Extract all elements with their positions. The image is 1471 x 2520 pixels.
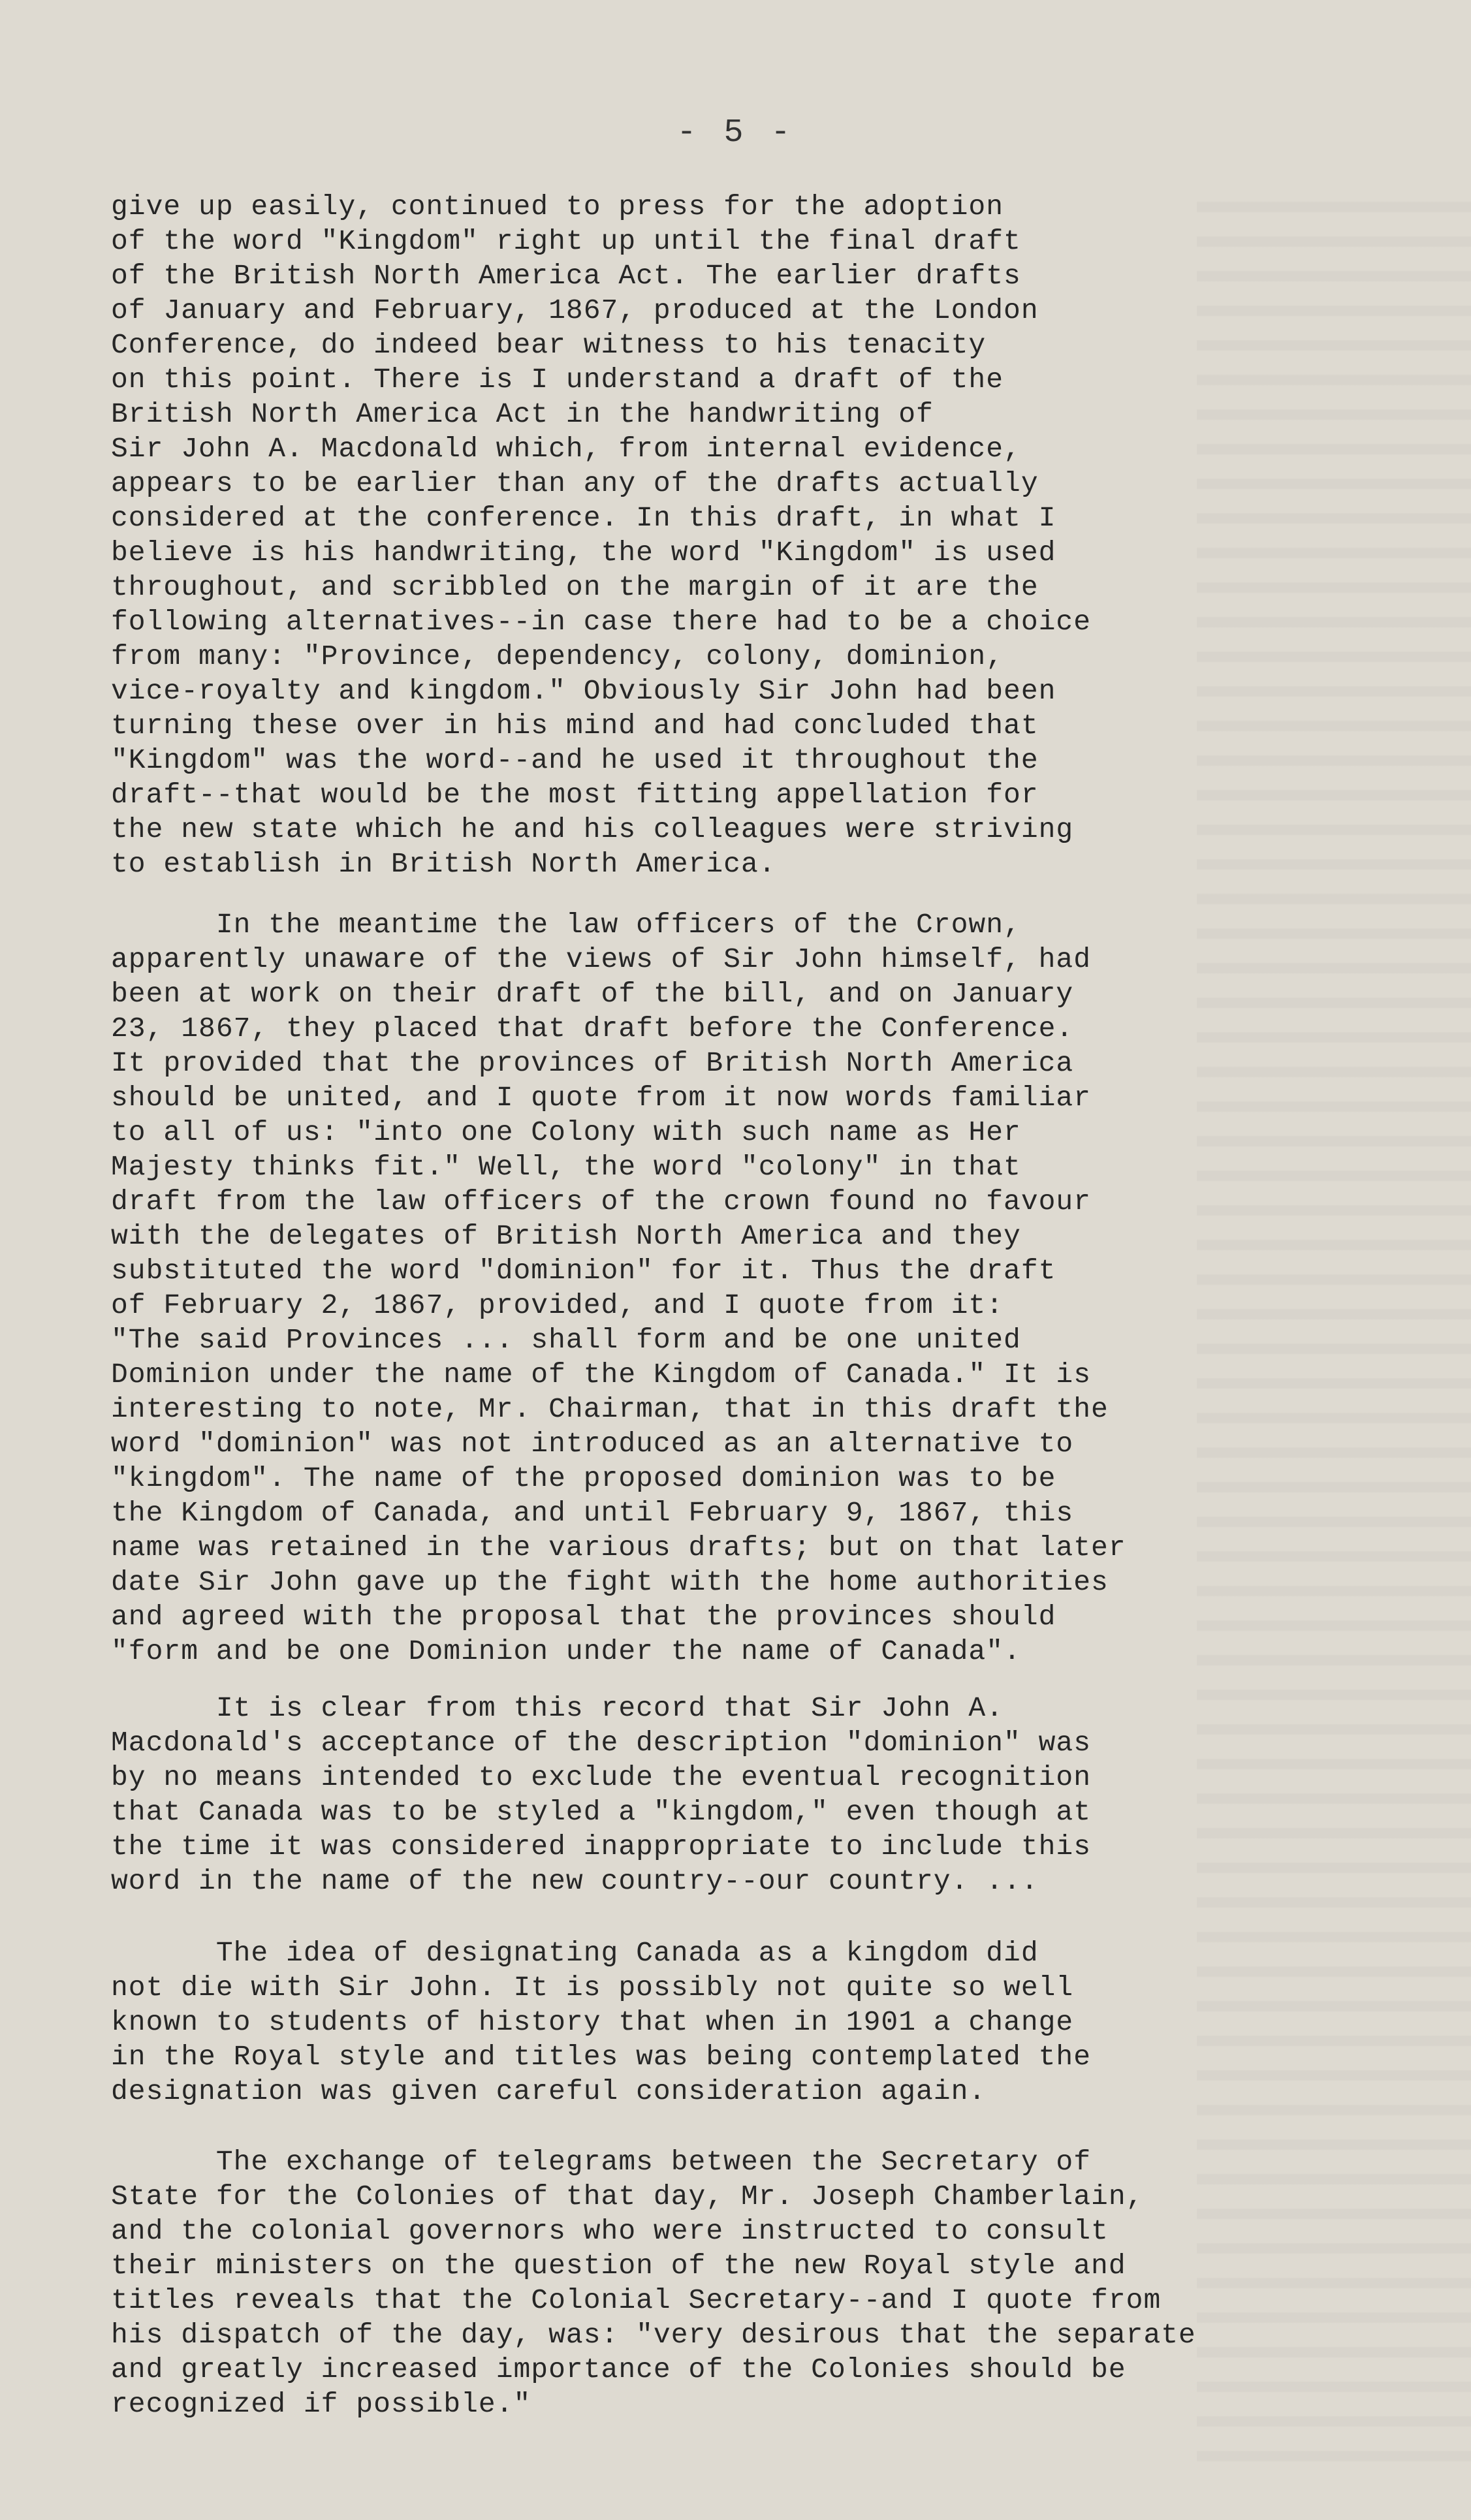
text-line: State for the Colonies of that day, Mr. Joseph Chamberlain, [111, 2181, 1144, 2213]
text-line: and the colonial governors who were instructed to consult [111, 2215, 1109, 2247]
text-line: It provided that the provinces of British North America [111, 1047, 1074, 1079]
text-line: of January and February, 1867, produced at the London [111, 294, 1039, 326]
text-line: his dispatch of the day, was: "very desirous that the separate [111, 2319, 1196, 2351]
text-line: their ministers on the question of the new Royal style and [111, 2250, 1126, 2282]
text-line: of February 2, 1867, provided, and I quote from it: [111, 1289, 1004, 1321]
text-line: of the word "Kingdom" right up until the final draft [111, 225, 1021, 257]
text-line: name was retained in the various drafts; but on that later [111, 1532, 1126, 1564]
text-line: draft--that would be the most fitting appellation for [111, 779, 1039, 811]
text-line: believe is his handwriting, the word "Kingdom" is used [111, 537, 1056, 569]
text-line: by no means intended to exclude the eventual recognition [111, 1761, 1092, 1793]
text-line: and agreed with the proposal that the provinces should [111, 1601, 1056, 1633]
text-line: titles reveals that the Colonial Secretary--and I quote from [111, 2284, 1162, 2316]
text-line: The idea of designating Canada as a kingdom did [111, 1937, 1039, 1969]
text-line: British North America Act in the handwriting of [111, 398, 934, 430]
text-line: of the British North America Act. The earlier drafts [111, 260, 1021, 292]
text-line: on this point. There is I understand a draft of the [111, 364, 1004, 396]
text-line: to establish in British North America. [111, 848, 776, 880]
text-line: following alternatives--in case there had to be a choice [111, 606, 1092, 638]
paragraph-4 [111, 1936, 1338, 2109]
text-line: "Kingdom" was the word--and he used it throughout the [111, 744, 1039, 776]
text-line: Majesty thinks fit." Well, the word "colony" in that [111, 1151, 1021, 1183]
text-line: with the delegates of British North America and they [111, 1220, 1021, 1252]
paragraph-3 [111, 1691, 1338, 1898]
text-line: In the meantime the law officers of the Crown, [111, 909, 1021, 941]
text-line: word in the name of the new country--our country. ... [111, 1865, 1039, 1897]
text-line: substituted the word "dominion" for it. Thus the draft [111, 1255, 1056, 1287]
text-line: should be united, and I quote from it now words familiar [111, 1082, 1092, 1114]
page-number: - 5 - [676, 114, 795, 151]
text-line: recognized if possible." [111, 2388, 531, 2420]
text-line: considered at the conference. In this draft, in what I [111, 502, 1056, 534]
text-line: word "dominion" was not introduced as an alternative to [111, 1428, 1074, 1460]
text-line: designation was given careful consideration again. [111, 2075, 987, 2107]
text-line: appears to be earlier than any of the drafts actually [111, 467, 1039, 499]
text-line: known to students of history that when in 1901 a change [111, 2006, 1074, 2038]
text-line: throughout, and scribbled on the margin of it are the [111, 571, 1039, 603]
text-line: Macdonald's acceptance of the description "dominion" was [111, 1727, 1092, 1759]
text-line: the Kingdom of Canada, and until February 9, 1867, this [111, 1497, 1074, 1529]
text-line: to all of us: "into one Colony with such name as Her [111, 1116, 1021, 1148]
text-line: Conference, do indeed bear witness to his tenacity [111, 329, 987, 361]
text-line: the time it was considered inappropriate to include this [111, 1831, 1092, 1863]
text-line: Dominion under the name of the Kingdom of Canada." It is [111, 1359, 1092, 1391]
text-line: vice-royalty and kingdom." Obviously Sir John had been [111, 675, 1056, 707]
text-line: turning these over in his mind and had concluded that [111, 710, 1039, 742]
text-line: from many: "Province, dependency, colony, dominion, [111, 640, 1004, 672]
text-line: The exchange of telegrams between the Secretary of [111, 2146, 1092, 2178]
text-line: in the Royal style and titles was being contemplated the [111, 2041, 1092, 2073]
paragraph-2 [111, 907, 1338, 1669]
text-line: not die with Sir John. It is possibly not quite so well [111, 1972, 1074, 2004]
text-line: It is clear from this record that Sir John A. [111, 1692, 1004, 1724]
text-line: 23, 1867, they placed that draft before the Conference. [111, 1013, 1074, 1045]
text-line: "kingdom". The name of the proposed dominion was to be [111, 1462, 1056, 1494]
text-line: give up easily, continued to press for the adoption [111, 191, 1004, 223]
text-line: and greatly increased importance of the Colonies should be [111, 2354, 1126, 2386]
text-line: draft from the law officers of the crown found no favour [111, 1186, 1092, 1218]
text-line: the new state which he and his colleagues were striving [111, 813, 1074, 845]
text-line: "form and be one Dominion under the name of Canada". [111, 1635, 1021, 1667]
text-line: "The said Provinces ... shall form and be one united [111, 1324, 1021, 1356]
text-line: been at work on their draft of the bill, and on January [111, 978, 1074, 1010]
paragraph-1 [111, 189, 1338, 881]
text-line: interesting to note, Mr. Chairman, that in this draft the [111, 1393, 1109, 1425]
text-line: that Canada was to be styled a "kingdom," even though at [111, 1796, 1092, 1828]
text-line: Sir John A. Macdonald which, from internal evidence, [111, 433, 1021, 465]
text-line: date Sir John gave up the fight with the home authorities [111, 1566, 1109, 1598]
text-line: apparently unaware of the views of Sir John himself, had [111, 943, 1092, 975]
paragraph-5 [111, 2145, 1338, 2421]
